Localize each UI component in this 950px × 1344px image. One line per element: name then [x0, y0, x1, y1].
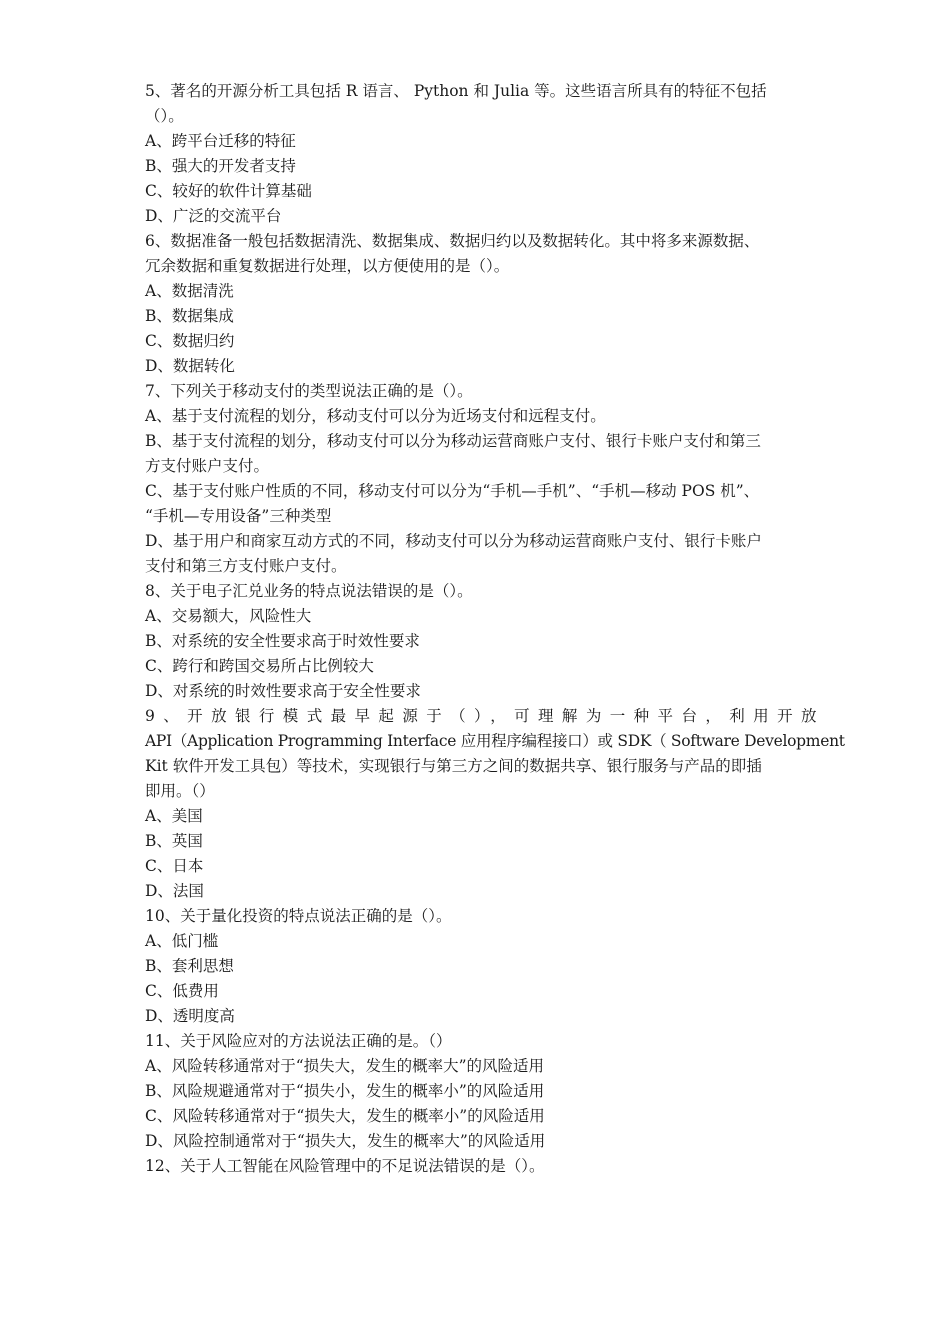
question-stem: （）。 — [145, 107, 184, 125]
option-a: A、基于支付流程的划分，移动支付可以分为近场支付和远程支付。 — [145, 407, 606, 425]
question-stem: 9、开放银行模式最早起源于（），可理解为一种平台，利用开放 — [145, 707, 817, 725]
option-b-continued: 方支付账户支付。 — [145, 457, 270, 475]
option-d: D、法国 — [145, 882, 204, 900]
question-stem: Kit 软件开发工具包）等技术，实现银行与第三方之间的数据共享、银行服务与产品的即插 — [145, 757, 762, 775]
question-stem: 7、下列关于移动支付的类型说法正确的是（）。 — [145, 382, 473, 400]
question-stem: 6、数据准备一般包括数据清洗、数据集成、数据归约以及数据转化。其中将多来源数据、 — [145, 232, 760, 250]
option-a: A、低门槛 — [145, 932, 219, 950]
option-c: C、数据归约 — [145, 332, 235, 350]
question-stem: 11、关于风险应对的方法说法正确的是。（） — [145, 1032, 452, 1050]
option-c: C、跨行和跨国交易所占比例较大 — [145, 657, 374, 675]
question-6 — [145, 229, 817, 379]
question-8 — [145, 579, 817, 704]
option-b: B、英国 — [145, 832, 203, 850]
option-b: B、数据集成 — [145, 307, 234, 325]
question-stem: 8、关于电子汇兑业务的特点说法错误的是（）。 — [145, 582, 473, 600]
question-stem: 12、关于人工智能在风险管理中的不足说法错误的是（）。 — [145, 1157, 545, 1175]
document-page — [145, 79, 845, 1179]
option-d: D、广泛的交流平台 — [145, 207, 282, 225]
option-d: D、透明度高 — [145, 1007, 235, 1025]
option-d: D、对系统的时效性要求高于安全性要求 — [145, 682, 421, 700]
question-9 — [145, 704, 845, 904]
option-c: C、日本 — [145, 857, 204, 875]
option-d-continued: 支付和第三方支付账户支付。 — [145, 557, 347, 575]
question-10 — [145, 904, 817, 1029]
option-c: C、基于支付账户性质的不同，移动支付可以分为“手机—手机”、“手机—移动 POS 机”、 — [145, 482, 760, 500]
question-stem: 冗余数据和重复数据进行处理，以方便使用的是（）。 — [145, 257, 510, 275]
option-d: D、数据转化 — [145, 357, 235, 375]
option-a: A、跨平台迁移的特征 — [145, 132, 296, 150]
question-11 — [145, 1029, 817, 1154]
option-b: B、风险规避通常对于“损失小，发生的概率小”的风险适用 — [145, 1082, 545, 1100]
question-stem: API（Application Programming Interface 应用程序编程接口）或 SDK（ Software Development — [145, 732, 845, 750]
option-d: D、基于用户和商家互动方式的不同，移动支付可以分为移动运营商账户支付、银行卡账户 — [145, 532, 762, 550]
option-b: B、强大的开发者支持 — [145, 157, 296, 175]
option-c: C、低费用 — [145, 982, 219, 1000]
question-7 — [145, 379, 817, 579]
option-c: C、较好的软件计算基础 — [145, 182, 312, 200]
option-a: A、交易额大，风险性大 — [145, 607, 312, 625]
question-stem: 即用。（） — [145, 782, 215, 800]
question-stem: 5、著名的开源分析工具包括 R 语言、 Python 和 Julia 等。这些语言所具有的特征不包括 — [145, 82, 767, 100]
option-d: D、风险控制通常对于“损失大，发生的概率大”的风险适用 — [145, 1132, 546, 1150]
question-5 — [145, 79, 817, 229]
option-b: B、对系统的安全性要求高于时效性要求 — [145, 632, 420, 650]
option-c-continued: “手机—专用设备”三种类型 — [145, 507, 332, 525]
option-a: A、风险转移通常对于“损失大，发生的概率大”的风险适用 — [145, 1057, 545, 1075]
question-stem: 10、关于量化投资的特点说法正确的是（）。 — [145, 907, 452, 925]
option-a: A、美国 — [145, 807, 203, 825]
option-c: C、风险转移通常对于“损失大，发生的概率小”的风险适用 — [145, 1107, 545, 1125]
option-b: B、套利思想 — [145, 957, 234, 975]
question-12 — [145, 1154, 817, 1179]
option-b: B、基于支付流程的划分，移动支付可以分为移动运营商账户支付、银行卡账户支付和第三 — [145, 432, 761, 450]
option-a: A、数据清洗 — [145, 282, 234, 300]
